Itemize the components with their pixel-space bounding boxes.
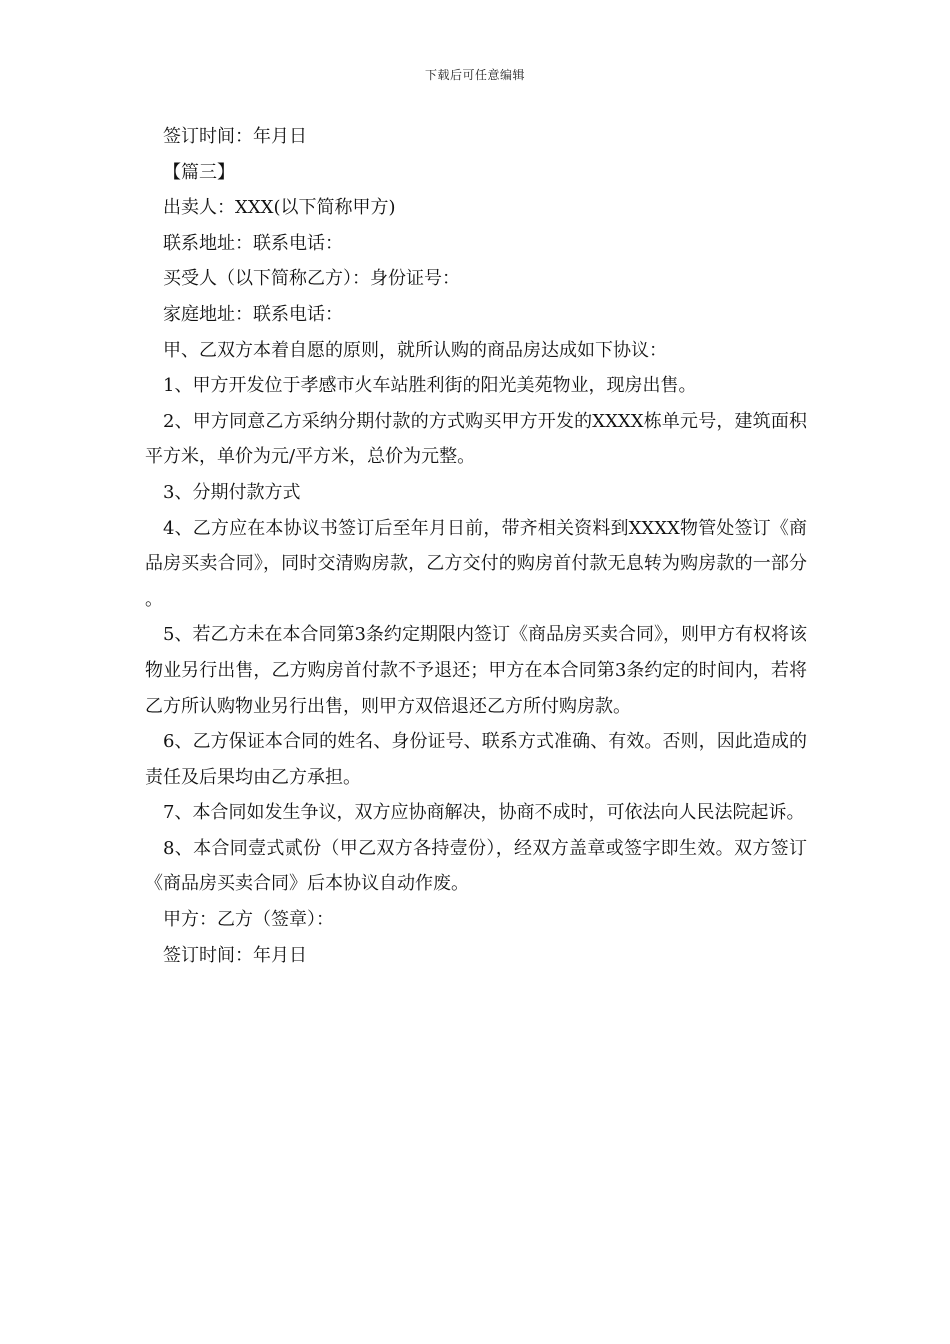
clause-5: 5、若乙方未在本合同第3条约定期限内签订《商品房买卖合同》，则甲方有权将该物业另行出售，乙方购房首付款不予退还；甲方在本合同第3条约定的时间内，若将乙方所认购物业另行出售，则甲方双倍退还乙方所付购房款。 (145, 624, 807, 717)
clause-4: 4、乙方应在本协议书签订后至年月日前，带齐相关资料到XXXX物管处签订《商品房买卖合同》，同时交清购房款，乙方交付的购房首付款无息转为购房款的一部分。 (145, 517, 807, 610)
signing-date-line-end: 签订时间：年月日 (163, 944, 307, 966)
clause-1: 1、甲方开发位于孝感市火车站胜利街的阳光美苑物业，现房出售。 (163, 375, 697, 397)
clause-3: 3、分期付款方式 (163, 481, 301, 503)
signature-line: 甲方：乙方（签章）： (163, 909, 334, 931)
clause-6: 6、乙方保证本合同的姓名、身份证号、联系方式准确、有效。否则，因此造成的责任及后果均由乙方承担。 (145, 731, 807, 788)
document-body (145, 119, 807, 973)
seller-line: 出卖人：XXX(以下简称甲方) (163, 197, 396, 219)
section-title: 【篇三】 (163, 161, 235, 183)
clause-8: 8、本合同壹式贰份（甲乙双方各持壹份），经双方盖章或签字即生效。双方签订《商品房买卖合同》后本协议自动作废。 (145, 837, 807, 895)
clause-2: 2、甲方同意乙方采纳分期付款的方式购买甲方开发的XXXX栋单元号，建筑面积平方米，单价为元/平方米，总价为元整。 (145, 410, 807, 468)
signing-date-line: 签订时间：年月日 (163, 126, 307, 147)
page-header-note: 下载后可任意编辑 (424, 68, 525, 82)
clause-7: 7、本合同如发生争议，双方应协商解决，协商不成时，可依法向人民法院起诉。 (163, 802, 805, 824)
buyer-line: 买受人（以下简称乙方）：身份证号： (163, 268, 460, 290)
buyer-contact-line: 家庭地址：联系电话： (163, 303, 343, 325)
agreement-intro: 甲、乙双方本着自愿的原则，就所认购的商品房达成如下协议： (163, 339, 667, 361)
seller-contact-line: 联系地址：联系电话： (163, 232, 343, 254)
